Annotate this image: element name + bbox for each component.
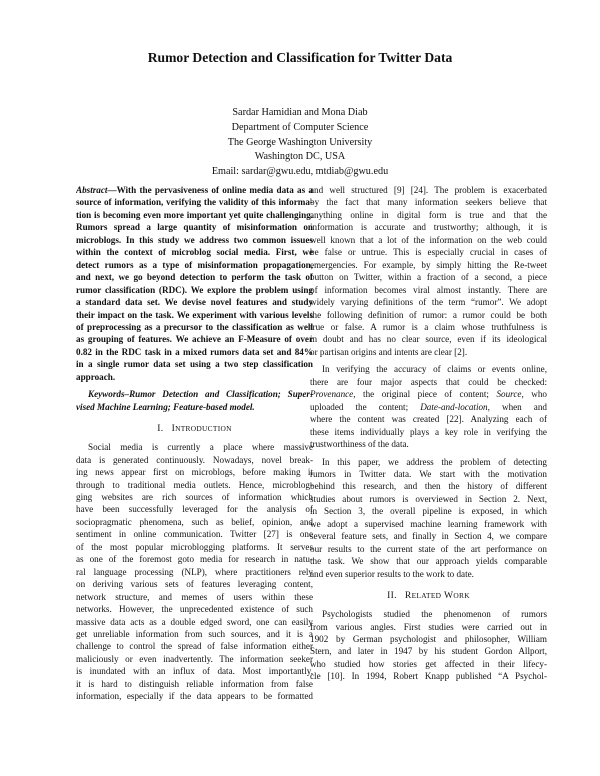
body-line: Stern, and later in 1947 by his student Gordon Allport, [310, 646, 547, 657]
body-line: from various angles. First studies were carried out in [310, 621, 547, 632]
abstract-line: approach. [76, 371, 116, 382]
body-line: trustworthiness of the data. [310, 439, 409, 450]
body-line: by the fact that many information seekers believe that [310, 197, 547, 208]
abstract-line: microblogs. In this study we address two common issues [76, 234, 313, 245]
body-line: Psychologists studied the phenomenon of rumors [322, 609, 547, 620]
body-line: in Section 3, the overall pipeline is exposed, in which [310, 506, 547, 517]
body-line: there are four major aspects that could be checked: [310, 376, 547, 387]
body-line: massive data acts as a double edged sword, one can easily [76, 616, 313, 627]
body-line: emergencies. For example, by simply hitting the Re-tweet [310, 259, 547, 270]
body-line: studies about rumors is overviewed in Section 2. Next, [310, 493, 547, 504]
author-names: Sardar Hamidian and Mona Diab [232, 107, 368, 118]
abstract-line: detect rumors as a type of misinformation propagation, [76, 259, 313, 270]
body-line: where the content was created [22]. Analyzing each of [310, 414, 547, 425]
body-line: get unreliable information from such sources, and it is a [76, 628, 313, 639]
body-line: well known that a lot of the information on the web could [310, 234, 547, 245]
right-column [310, 184, 547, 683]
body-line: these items individually plays a key role in verifying the [310, 426, 547, 437]
body-line: our results to the current state of the art performance on [310, 543, 547, 554]
body-line: widely varying definitions of the term “rumor”. We adopt [310, 297, 547, 308]
body-line: ral language processing (NLP), where practitioners rely [76, 566, 313, 577]
author-university: The George Washington University [227, 136, 373, 148]
section-heading-introduction: I. INTRODUCTION [157, 423, 232, 435]
body-line: challenge to control the spread of false information either [76, 641, 313, 652]
body-line: be false or untrue. This is especially crucial in cases of [310, 247, 547, 258]
related-work-body [310, 608, 547, 683]
keywords-line: Keywords–Rumor Detection and Classification; Super- [88, 389, 313, 400]
body-line: through to traditional media outlets. Hence, microblog- [76, 479, 313, 490]
body-line: network structure, and memes of users within these [76, 591, 313, 602]
abstract [76, 184, 313, 383]
body-line: anything online in digital form is true and that the [310, 209, 547, 220]
abstract-line: Rumors spread a large quantity of misinformation on [76, 222, 313, 233]
abstract-line: rumor classification (RDC). We explore the problem using [76, 284, 313, 295]
body-line: Provenance, the original piece of content; Source, who [310, 389, 547, 400]
body-line: networks. However, the unprecedented existence of such [76, 604, 313, 615]
abstract-line: within the context of microblog social media. First, we [76, 247, 313, 258]
abstract-line: and next, we go beyond detection to perform the task of [76, 272, 313, 283]
abstract-line: tion is becoming even more important yet quite challenging. [76, 209, 313, 220]
body-line: it is hard to distinguish reliable information from false [76, 678, 313, 689]
body-line: who studied how stories get affected in their lifecy- [310, 658, 547, 669]
body-line: maliciously or even inadvertently. The information seeker [76, 653, 313, 664]
body-line: as one of the foremost goto media for research in natu- [76, 554, 313, 565]
body-line: behind this research, and then the history of different [310, 481, 547, 492]
abstract-line: of preprocessing as a precursor to the classification as well [76, 321, 313, 332]
body-line: ging websites are rich sources of information which [76, 491, 313, 502]
introduction-body [76, 441, 313, 703]
body-line: and well structured [9] [24]. The problem is exacerbated [310, 185, 547, 195]
abstract-line: in a single rumor data set using a two step classification [76, 359, 313, 370]
intro-continued-paragraph [310, 184, 547, 358]
abstract-line: their impact on the task. We experiment with various levels [76, 309, 313, 320]
paper-title: Rumor Detection and Classification for Twitter Data [147, 50, 453, 65]
body-line: sociopragmatic phenomena, such as belief, opinion, and [76, 516, 313, 527]
body-line: button on Twitter, within a fraction of a second, a piece [310, 272, 547, 283]
abstract-label: Abstract [76, 185, 108, 195]
abstract-line: 0.82 in the RDC task in a mixed rumors data set and 84% [76, 346, 313, 357]
body-line: in doubt and has no clear source, even if its ideological [310, 334, 547, 345]
body-line: Social media is currently a place where massive [88, 442, 313, 453]
body-line: 1902 by German psychologist and philosopher, William [310, 633, 547, 644]
author-location: Washington DC, USA [254, 151, 346, 163]
body-line: cle [10]. In 1994, Robert Knapp published “A Psychol- [310, 671, 547, 682]
verification-paragraph [310, 363, 547, 450]
body-line: have been successfully leveraged for the analysis of [76, 504, 313, 515]
keywords [76, 388, 313, 413]
body-line: In this paper, we address the problem of detecting [322, 456, 547, 467]
author-email: Email: sardar@gwu.edu, mtdiab@gwu.edu [211, 166, 389, 178]
body-line: we adopt a supervised machine learning framework with [310, 518, 547, 529]
body-line: uploaded the content; Date-and-location, when and [310, 401, 547, 412]
body-line: and even superior results to the work to date. [310, 568, 474, 579]
paper-overview-paragraph [310, 456, 547, 581]
body-line: is inundated with an influx of data. Most importantly, [76, 666, 313, 677]
body-line: the task. We show that our approach yields comparable [310, 556, 547, 567]
body-line: sentiment in online communication. Twitter [27] is one [76, 529, 313, 540]
keywords-line: vised Machine Learning; Feature-based model. [76, 401, 255, 412]
section-heading-related-work: II. RELATED WORK [387, 590, 470, 602]
body-line: rumors in Twitter data. We start with the motivation [310, 468, 547, 479]
body-line: of information becomes viral almost instantly. There are [310, 284, 547, 295]
body-line: of the most popular microblogging platforms. It serves [76, 541, 313, 552]
body-line: ing news appear first on microblogs, before making it [76, 467, 313, 478]
body-line: true or false. A rumor is a claim whose truthfulness is [310, 321, 547, 332]
body-line: information, especially if the data appears to be formatted [76, 691, 313, 702]
body-line: several feature sets, and finally in Section 4, we compare [310, 531, 547, 542]
author-block [0, 106, 600, 180]
body-line: or partisan origins and intents are clear [2]. [310, 346, 468, 357]
body-line: information is accurate and trustworthy; although, it is [310, 222, 547, 233]
body-line: In verifying the accuracy of claims or events online, [322, 364, 547, 375]
abstract-line: a standard data set. We devise novel features and study [76, 297, 313, 308]
body-line: data is generated continuously. Nowadays, novel break- [76, 454, 313, 465]
abstract-line: Abstract—With the pervasiveness of online media data as a [76, 185, 313, 195]
body-line: the following definition of rumor: a rumor could be both [310, 309, 547, 320]
author-department: Department of Computer Science [231, 121, 369, 133]
abstract-line: as grouping of features. We achieve an F-Measure of over [76, 334, 313, 345]
left-column [76, 184, 313, 703]
body-line: on deriving various sets of features leveraging content, [76, 579, 313, 590]
abstract-line: source of information, verifying the validity of this informa- [76, 197, 313, 208]
